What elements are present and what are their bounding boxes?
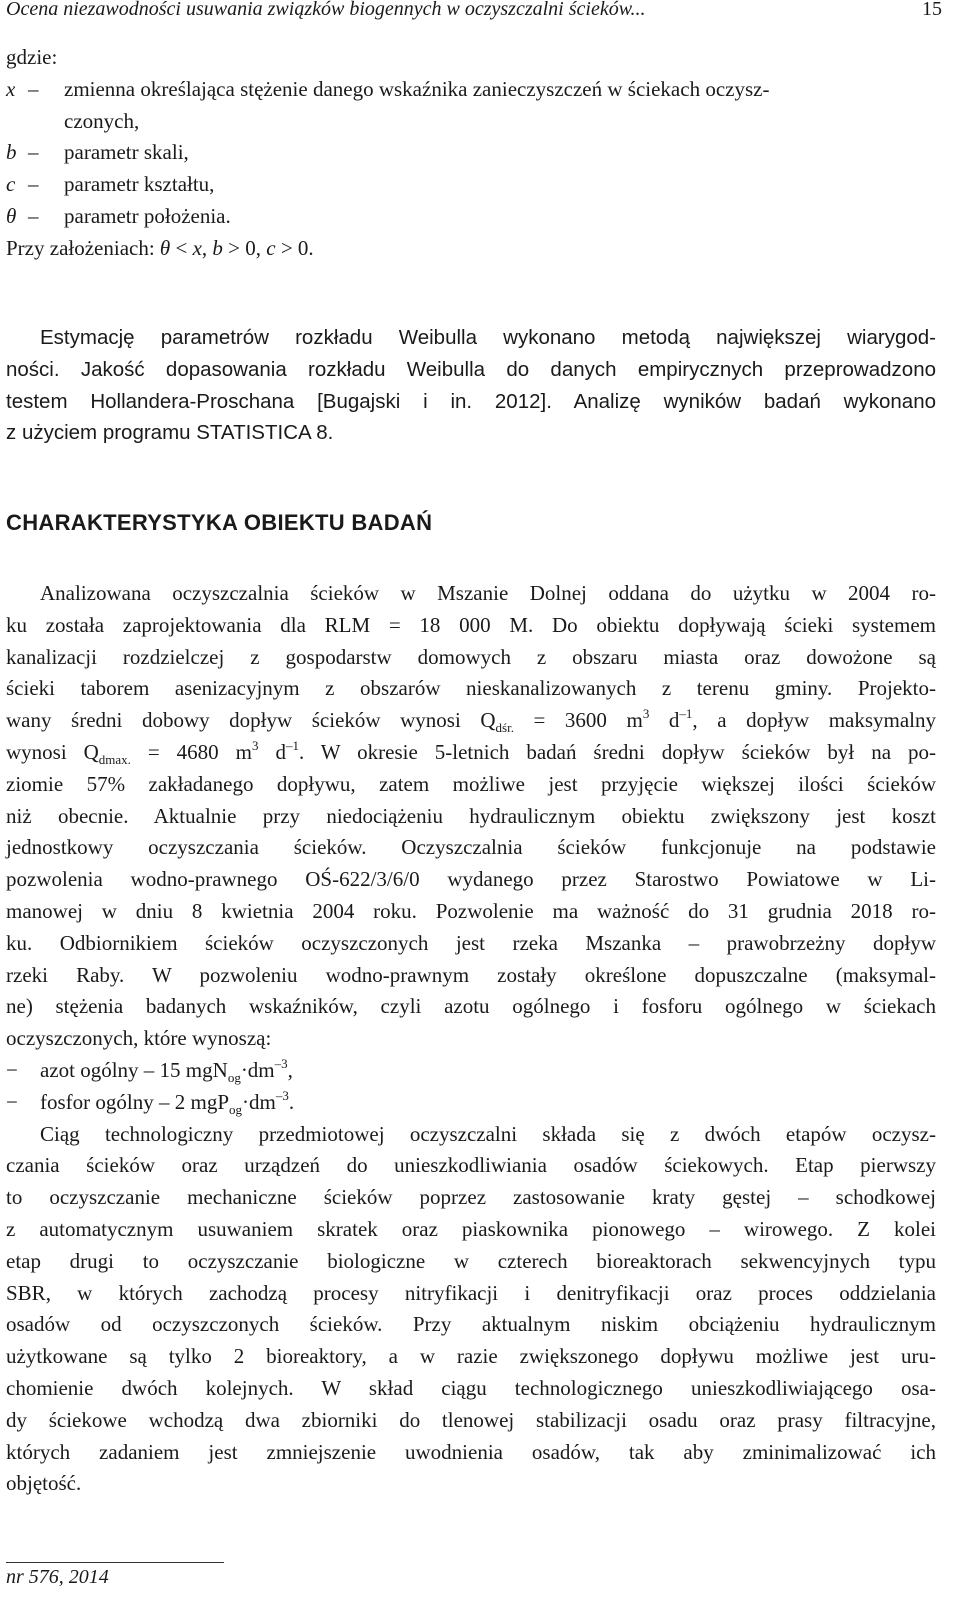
definition-symbol: b [6, 140, 17, 165]
superscript: –3 [275, 1087, 289, 1103]
paragraph-line: z automatycznym usuwaniem skratek oraz piaskownika pionowego – wirowego. Z kolei [6, 1216, 936, 1241]
definition-dash: – [28, 76, 39, 101]
definition-dash: – [28, 172, 39, 197]
assumption-x: x [192, 235, 202, 260]
assumption-lt: < [170, 235, 193, 260]
superscript: 3 [251, 737, 259, 753]
running-header [6, 0, 942, 28]
assumptions-label: Przy założeniach: [6, 235, 160, 260]
definitions-intro: gdzie: [6, 45, 58, 69]
paragraph-line: chomienie dwóch kolejnych. W skład ciągu technologicznego unieszkodliwiającego osa- [6, 1375, 936, 1400]
paragraph-line: SBR, w których zachodzą procesy nitryfikacji i denitryfikacji oraz proces oddzielania [6, 1280, 936, 1305]
paragraph-line: Ciąg technologiczny przedmiotowej oczyszczalni składa się z dwóch etapów oczysz- [40, 1121, 936, 1146]
definition-symbol: θ [6, 203, 17, 228]
definition-item [6, 74, 936, 106]
subscript: og [227, 1069, 241, 1085]
running-header-title: Ocena niezawodności usuwania związków biogennych w oczyszczalni ścieków... [6, 0, 646, 20]
paragraph-line: oczyszczonych, które wynoszą: [6, 1026, 272, 1051]
assumption-gt: > 0. [275, 235, 314, 260]
paragraph-line: osadów od oczyszczonych ścieków. Przy aktualnym niskim obciążeniu hydraulicznym [6, 1312, 936, 1337]
subscript: og [229, 1101, 242, 1117]
paragraph-line: jednostkowy oczyszczania ścieków. Oczyszczalnia ścieków funkcjonuje na podstawie [6, 835, 936, 860]
definition-text: parametr kształtu, [64, 172, 215, 197]
assumption-gt: > 0, [222, 235, 267, 260]
paragraph-line: rzeki Raby. W pozwoleniu wodno-prawnym zostały określone dopuszczalne (maksymal- [6, 962, 936, 987]
section-heading: CHARAKTERYSTYKA OBIEKTU BADAŃ [6, 510, 433, 535]
paragraph-line: ścieki taborem asenizacyjnym z obszarów nieskanalizowanych z terenu gminy. Projekto- [6, 676, 936, 701]
paragraph-line: Analizowana oczyszczalnia ścieków w Mszanie Dolnej oddana do użytku w 2004 ro- [40, 581, 936, 605]
paragraph-line: kanalizacji rozdzielczej z gospodarstw domowych z obszaru miasta oraz dowożone są [6, 644, 936, 669]
superscript: –1 [679, 706, 693, 722]
assumption-c: c [266, 235, 276, 260]
paragraph-line: testem Hollandera-Proschana [Bugajski i in. 2012]. Analizę wyników badań wykonano [6, 389, 936, 413]
superscript: –3 [274, 1055, 288, 1071]
subscript: dmax. [98, 751, 131, 767]
subscript: dśr. [495, 720, 514, 736]
paragraph-line: ku została zaprojektowania dla RLM = 18 000 M. Do obiektu dopływają ścieki systemem [6, 612, 936, 637]
bullet-dash: − [6, 1057, 18, 1082]
paragraph-line-flow-avg: wany średni dobowy dopływ ścieków wynosi $Q_{dśr.} = 3600$ $m^3$ $d^{-1}$, a dopływ maksymalny [6, 706, 937, 736]
paragraph-line: ziomie 57% zakładanego dopływu, zatem możliwe jest przyjęcie większej ilości ścieków [6, 771, 936, 796]
definition-continuation: czonych, [64, 108, 140, 133]
footer-rule [6, 1562, 224, 1563]
paragraph-line: niż obecnie. Aktualnie przy niedociążeniu hydraulicznym obiektu zwiększony jest koszt [6, 803, 936, 828]
definition-symbol: c [6, 172, 16, 197]
superscript: –1 [285, 737, 299, 753]
definition-text: parametr położenia. [64, 203, 231, 228]
definition-dash: – [28, 140, 39, 165]
definition-item [6, 169, 936, 201]
definitions-block [6, 42, 936, 265]
paragraph-line: Estymację parametrów rozkładu Weibulla wykonano metodą największej wiarygod- [40, 326, 936, 349]
definition-item [6, 137, 936, 169]
paragraph-line: etap drugi to oczyszczanie biologiczne w czterech bioreaktorach sekwencyjnych typu [6, 1248, 936, 1273]
paragraph-line: ne) stężenia badanych wskaźników, czyli azotu ogólnego i fosforu ogólnego w ściekach [6, 994, 936, 1019]
paragraph-line: objętość. [6, 1471, 82, 1496]
paragraph-line: z użyciem programu STATISTICA 8. [6, 421, 334, 445]
assumption-b: b [212, 235, 223, 260]
paragraph-line: których zadaniem jest zmniejszenie uwodnienia osadów, tak aby zminimalizować ich [6, 1439, 936, 1464]
footer-issue: nr 576, 2014 [6, 1566, 109, 1588]
method-paragraph [6, 322, 936, 449]
definition-text: parametr skali, [64, 140, 189, 165]
definition-text: zmienna określająca stężenie danego wskaźnika zanieczyszczeń w ściekach oczysz- [64, 76, 770, 101]
object-paragraph [6, 578, 936, 1500]
paragraph-line: pozwolenia wodno-prawnego OŚ-622/3/6/0 wydanego przez Starostwo Powiatowe w Li- [6, 867, 936, 892]
assumption-theta: θ [159, 235, 171, 260]
paragraph-line: użytkowane są tylko 2 bioreaktory, a w razie zwiększonego dopływu możliwe jest uru- [6, 1344, 936, 1369]
bullet-dash: − [6, 1089, 18, 1114]
definition-item [6, 201, 936, 233]
superscript: 3 [642, 706, 650, 722]
paragraph-line-flow-max: wynosi $Q_{dmax.} = 4680$ $m^3$ $d^{-1}$. W okresie 5-letnich badań średni dopływ ścieków był na po- [6, 737, 936, 767]
paragraph-line: ności. Jakość dopasowania rozkładu Weibulla do danych empirycznych przeprowadzono [6, 357, 936, 381]
paragraph-line: to oczyszczanie mechaniczne ścieków poprzez zastosowanie kraty gęstej – schodkowej [6, 1185, 936, 1210]
paragraph-line: dy ściekowe wchodzą dwa zbiorniki do tlenowej stabilizacji osadu oraz prasy filtracyjne, [6, 1407, 936, 1432]
paragraph-line: manowej w dniu 8 kwietnia 2004 roku. Pozwolenie ma ważność do 31 grudnia 2018 ro- [6, 898, 936, 923]
definition-dash: – [28, 203, 39, 228]
definition-symbol: x [6, 76, 16, 101]
paragraph-line: ku. Odbiornikiem ścieków oczyszczonych jest rzeka Mszanka – prawobrzeżny dopływ [6, 930, 936, 955]
limit-item-phosphorus: − fosfor ogólny – 2 $mgP_{og}\cdot dm^{-3}$. [6, 1087, 295, 1117]
assumptions-line [6, 233, 936, 265]
limit-item-nitrogen: − azot ogólny – 15 $mgN_{og}\cdot dm^{-3}$, [6, 1055, 293, 1085]
page-number: 15 [922, 0, 942, 20]
paragraph-line: czania ścieków oraz urządzeń do unieszkodliwiania osadów ściekowych. Etap pierwszy [6, 1153, 936, 1178]
assumption-sep: , [201, 235, 213, 260]
